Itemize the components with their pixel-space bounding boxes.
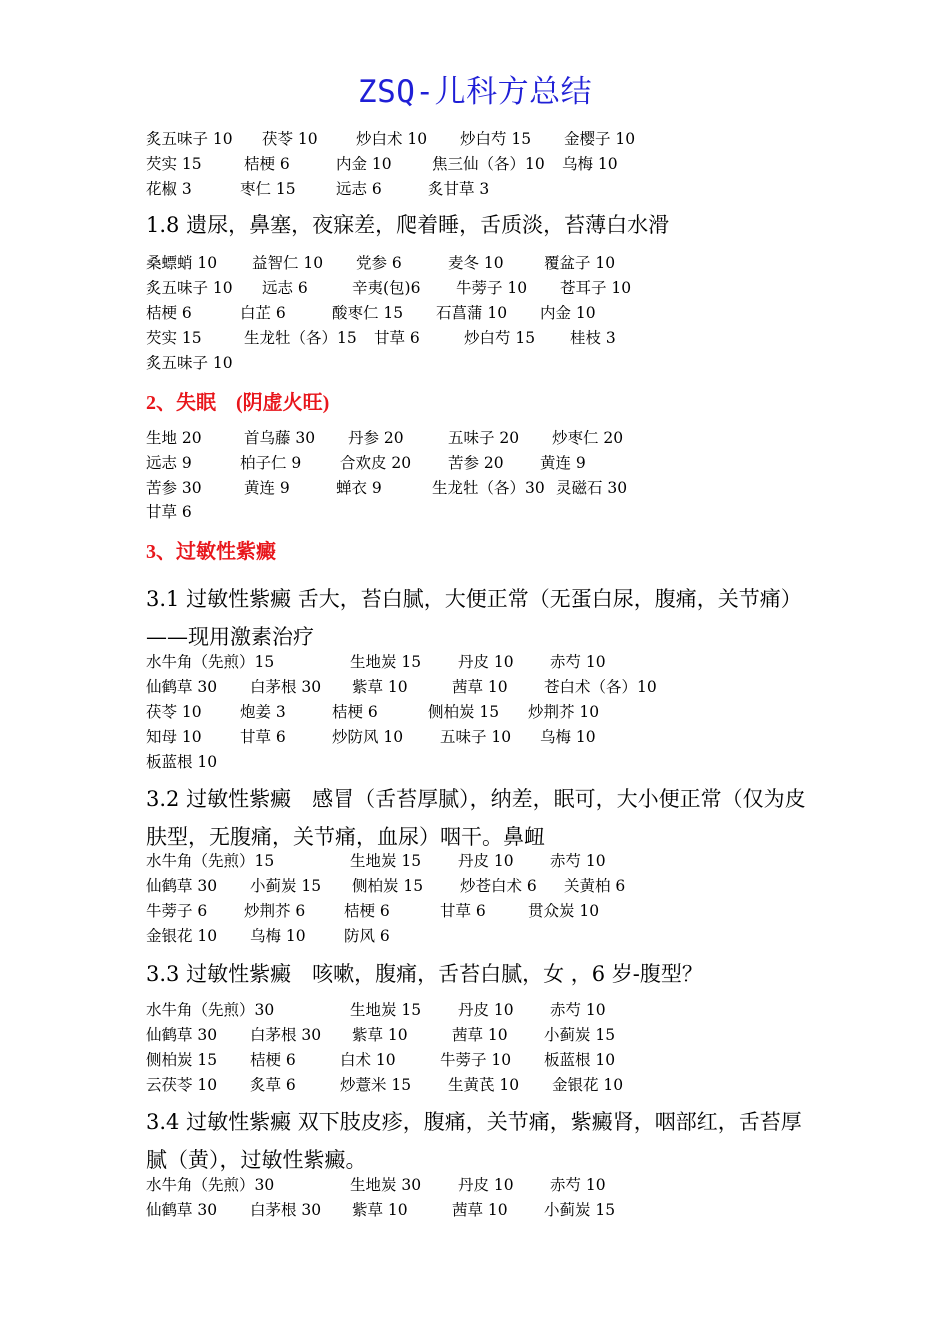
herb-item: 茯苓 10 [262, 130, 318, 148]
herb-item: 五味子 20 [448, 429, 520, 447]
herb-item: 生地炭 30 [350, 1176, 422, 1194]
herb-item: 白术 10 [340, 1051, 396, 1069]
herb-item: 乌梅 10 [250, 927, 306, 945]
herb-item: 水牛角（先煎）30 [146, 1001, 275, 1019]
herb-item: 白茅根 30 [250, 1026, 322, 1044]
herb-item: 丹皮 10 [458, 653, 514, 671]
herb-item: 防风 6 [344, 927, 390, 945]
herb-item: 苦参 30 [146, 479, 202, 497]
section-heading-3-3: 3.3 过敏性紫癜 咳嗽，腹痛，舌苔白腻，女 ，6 岁-腹型？ [146, 962, 703, 986]
herb-item: 丹皮 10 [458, 1001, 514, 1019]
section-heading-3-2-cont: 肤型，无腹痛，关节痛，血尿）咽干。鼻衄 [146, 825, 545, 849]
herb-item: 酸枣仁 15 [332, 304, 404, 322]
herb-item: 金樱子 10 [564, 130, 636, 148]
herb-item: 炒白芍 15 [464, 329, 536, 347]
herb-item: 麦冬 10 [448, 254, 504, 272]
herb-item: 侧柏炭 15 [352, 877, 424, 895]
herb-item: 益智仁 10 [252, 254, 324, 272]
section-heading-1-8: 1.8 遗尿，鼻塞，夜寐差，爬着睡，舌质淡，苔薄白水滑 [146, 213, 670, 237]
herb-item: 炙五味子 10 [146, 130, 233, 148]
herb-item: 苍耳子 10 [560, 279, 632, 297]
herb-item: 生龙牡（各）15 [244, 329, 357, 347]
herb-item: 仙鹤草 30 [146, 877, 218, 895]
herb-item: 甘草 6 [146, 503, 192, 521]
herb-item: 白茅根 30 [250, 678, 322, 696]
herb-item: 炙甘草 3 [428, 180, 490, 198]
herb-item: 板蓝根 10 [146, 753, 218, 771]
herb-item: 仙鹤草 30 [146, 1201, 218, 1219]
herb-item: 炒荆芥 10 [528, 703, 600, 721]
herb-item: 赤芍 10 [550, 653, 606, 671]
herb-item: 炒荆芥 6 [244, 902, 306, 920]
herb-item: 党参 6 [356, 254, 402, 272]
herb-item: 炒白术 10 [356, 130, 428, 148]
section-heading-3-2: 3.2 过敏性紫癜 感冒（舌苔厚腻），纳差，眠可，大小便正常（仅为皮 [146, 787, 806, 811]
herb-item: 水牛角（先煎）15 [146, 852, 275, 870]
herb-item: 生黄芪 10 [448, 1076, 520, 1094]
herb-item: 石菖蒲 10 [436, 304, 508, 322]
herb-item: 黄连 9 [540, 454, 586, 472]
section-heading-3-1: 3.1 过敏性紫癜 舌大，苔白腻，大便正常（无蛋白尿，腹痛，关节痛） [146, 587, 802, 611]
herb-item: 小蓟炭 15 [544, 1201, 616, 1219]
herb-item: 炮姜 3 [240, 703, 286, 721]
page-title: ZSQ-儿科方总结 [357, 74, 593, 110]
herb-item: 仙鹤草 30 [146, 1026, 218, 1044]
herb-item: 柏子仁 9 [240, 454, 302, 472]
herb-item: 桔梗 6 [332, 703, 378, 721]
herb-item: 炒苍白术 6 [460, 877, 537, 895]
herb-item: 远志 6 [336, 180, 382, 198]
herb-item: 灵磁石 30 [556, 479, 628, 497]
section-heading-purpura: 3、过敏性紫癜 [146, 541, 276, 563]
herb-item: 五味子 10 [440, 728, 512, 746]
herb-item: 炒白芍 15 [460, 130, 532, 148]
herb-item: 炙五味子 10 [146, 354, 233, 372]
herb-item: 桔梗 6 [250, 1051, 296, 1069]
herb-item: 焦三仙（各）10 [432, 155, 545, 173]
herb-item: 黄连 9 [244, 479, 290, 497]
herb-item: 水牛角（先煎）30 [146, 1176, 275, 1194]
herb-item: 白芷 6 [240, 304, 286, 322]
herb-item: 内金 10 [336, 155, 392, 173]
herb-item: 炒薏米 15 [340, 1076, 412, 1094]
herb-item: 甘草 6 [440, 902, 486, 920]
herb-item: 桔梗 6 [146, 304, 192, 322]
section-heading-insomnia: 2、失眠 (阴虚火旺) [146, 392, 330, 414]
herb-item: 牛蒡子 6 [146, 902, 208, 920]
herb-item: 紫草 10 [352, 678, 408, 696]
herb-item: 牛蒡子 10 [440, 1051, 512, 1069]
herb-item: 芡实 15 [146, 155, 202, 173]
herb-item: 丹皮 10 [458, 852, 514, 870]
section-heading-3-4-cont: 腻（黄），过敏性紫癜。 [146, 1148, 367, 1172]
herb-item: 生龙牡（各）30 [432, 479, 545, 497]
herb-item: 丹皮 10 [458, 1176, 514, 1194]
herb-item: 乌梅 10 [540, 728, 596, 746]
herb-item: 云茯苓 10 [146, 1076, 218, 1094]
herb-item: 桂枝 3 [570, 329, 616, 347]
herb-item: 紫草 10 [352, 1201, 408, 1219]
herb-item: 辛夷(包)6 [352, 279, 421, 297]
herb-item: 远志 6 [262, 279, 308, 297]
herb-item: 茜草 10 [452, 1201, 508, 1219]
herb-item: 仙鹤草 30 [146, 678, 218, 696]
herb-item: 茜草 10 [452, 678, 508, 696]
herb-item: 赤芍 10 [550, 852, 606, 870]
herb-item: 侧柏炭 15 [428, 703, 500, 721]
herb-item: 生地炭 15 [350, 852, 422, 870]
herb-item: 蝉衣 9 [336, 479, 382, 497]
herb-item: 生地 20 [146, 429, 202, 447]
herb-item: 金银花 10 [146, 927, 218, 945]
herb-item: 赤芍 10 [550, 1176, 606, 1194]
herb-item: 生地炭 15 [350, 653, 422, 671]
herb-item: 首乌藤 30 [244, 429, 316, 447]
herb-item: 知母 10 [146, 728, 202, 746]
herb-item: 小蓟炭 15 [250, 877, 322, 895]
herb-item: 甘草 6 [374, 329, 420, 347]
herb-item: 苦参 20 [448, 454, 504, 472]
herb-item: 苍白术（各）10 [544, 678, 657, 696]
herb-item: 桑螵蛸 10 [146, 254, 218, 272]
herb-item: 金银花 10 [552, 1076, 624, 1094]
herb-item: 关黄柏 6 [564, 877, 626, 895]
herb-item: 甘草 6 [240, 728, 286, 746]
herb-item: 紫草 10 [352, 1026, 408, 1044]
herb-item: 贯众炭 10 [528, 902, 600, 920]
herb-item: 白茅根 30 [250, 1201, 322, 1219]
herb-item: 覆盆子 10 [544, 254, 616, 272]
section-heading-3-1-cont: ——现用激素治疗 [146, 625, 314, 649]
herb-item: 小蓟炭 15 [544, 1026, 616, 1044]
herb-item: 乌梅 10 [562, 155, 618, 173]
herb-item: 生地炭 15 [350, 1001, 422, 1019]
herb-item: 炙草 6 [250, 1076, 296, 1094]
herb-item: 板蓝根 10 [544, 1051, 616, 1069]
herb-item: 牛蒡子 10 [456, 279, 528, 297]
herb-item: 桔梗 6 [244, 155, 290, 173]
herb-item: 花椒 3 [146, 180, 192, 198]
herb-item: 丹参 20 [348, 429, 404, 447]
herb-item: 赤芍 10 [550, 1001, 606, 1019]
herb-item: 远志 9 [146, 454, 192, 472]
herb-item: 合欢皮 20 [340, 454, 412, 472]
section-heading-3-4: 3.4 过敏性紫癜 双下肢皮疹，腹痛，关节痛，紫癜肾，咽部红，舌苔厚 [146, 1110, 802, 1134]
herb-item: 桔梗 6 [344, 902, 390, 920]
herb-item: 茯苓 10 [146, 703, 202, 721]
herb-item: 内金 10 [540, 304, 596, 322]
herb-item: 炒防风 10 [332, 728, 404, 746]
herb-item: 炒枣仁 20 [552, 429, 624, 447]
herb-item: 炙五味子 10 [146, 279, 233, 297]
herb-item: 芡实 15 [146, 329, 202, 347]
herb-item: 茜草 10 [452, 1026, 508, 1044]
herb-item: 侧柏炭 15 [146, 1051, 218, 1069]
herb-item: 枣仁 15 [240, 180, 296, 198]
herb-item: 水牛角（先煎）15 [146, 653, 275, 671]
